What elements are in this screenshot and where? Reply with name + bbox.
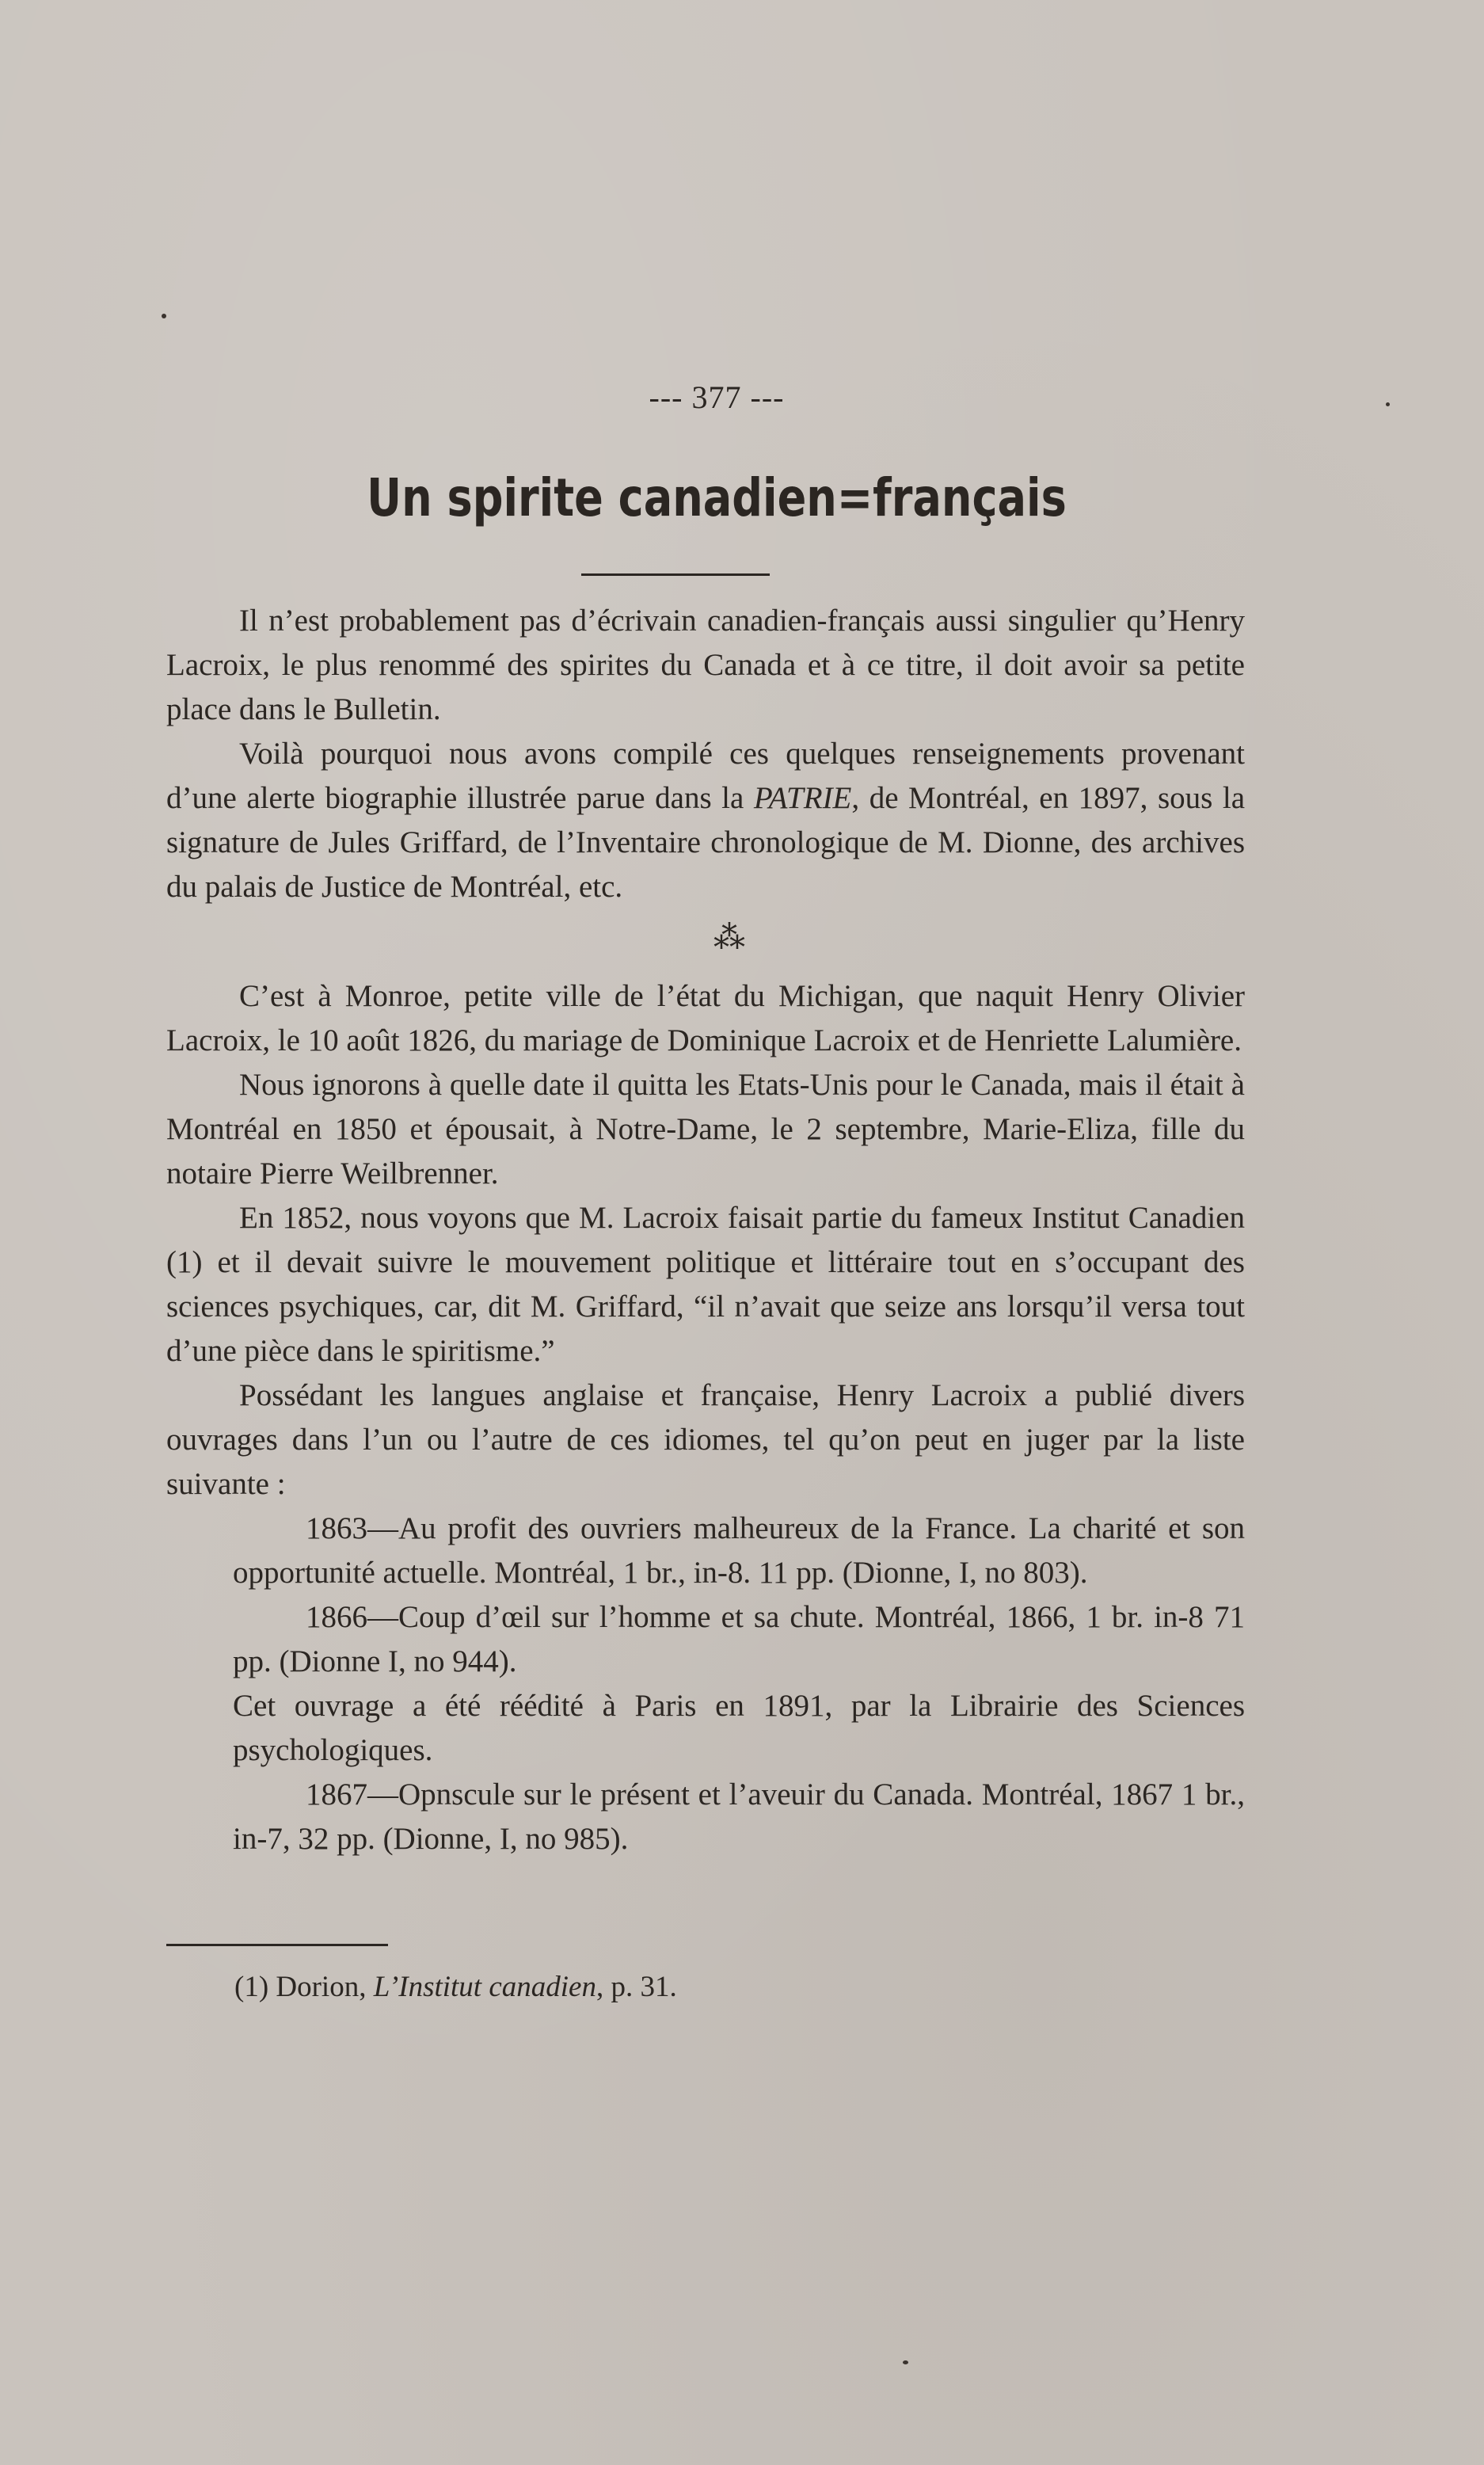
bio-paragraph-3: En 1852, nous voyons que M. Lacroix faisait partie du fameux Institut Canadien (1) et il devait suivre le mouvement politique et littéraire tout en s’occupant des sciences psychiques, car, dit M. Griffard, “il n’avait que seize ans lorsqu’il versa tout d’une pièce dans le spiritisme.” [166, 1201, 1245, 1368]
work-entry-1867: 1867—Opnscule sur le présent et l’aveuir du Canada. Montréal, 1867 1 br., in-7, 32 pp. (Dionne, I, no 985). [233, 1777, 1245, 1856]
footnote-marker: (1) Dorion, [234, 1971, 374, 2003]
page-number: --- 377 --- [649, 379, 785, 415]
bio-paragraph-2: Nous ignorons à quelle date il quitta les Etats-Unis pour le Canada, mais il était à Montréal en 1850 et épousait, à Notre-Dame, le 2 septembre, Marie-Eliza, fille du notaire Pierre Weilbrenner. [166, 1068, 1245, 1191]
intro-text-after: , de Montréal, en 1897, sous la signature de Jules Griffard, de l’Inventaire chronologique de M. Dionne, des archives du palais de Justice de Montréal, etc. [166, 781, 1246, 904]
footnote-page: , p. 31. [596, 1971, 677, 2003]
paper-speck [903, 2360, 908, 2364]
bio-paragraph-4: Possédant les langues anglaise et française, Henry Lacroix a publié divers ouvrages dans l’un ou l’autre de ces idiomes, tel qu’on peut en juger par la liste suivante : [166, 1378, 1245, 1501]
footnote-source-title: L’Institut canadien [373, 1971, 596, 2003]
paper-speck [162, 314, 166, 318]
article-body [166, 599, 1245, 1861]
intro-paragraph-1: Il n’est probablement pas d’écrivain canadien-français aussi singulier qu’Henry Lacroix, le plus renommé des spirites du Canada et à ce titre, il doit avoir sa petite place dans le Bulletin. [166, 604, 1245, 726]
work-entry-1866: 1866—Coup d’œil sur l’homme et sa chute. Montréal, 1866, 1 br. in-8 71 pp. (Dionne I, no 944). [233, 1600, 1245, 1678]
asterism-separator: ⁂ [713, 920, 745, 955]
work-entry-1863: 1863—Au profit des ouvriers malheureux de la France. La charité et son opportunité actuelle. Montréal, 1 br., in-8. 11 pp. (Dionne, I, no 803). [233, 1511, 1245, 1590]
paper-speck [1386, 402, 1390, 406]
newspaper-name: PATRIE [753, 781, 852, 815]
work-entry-1866-note: Cet ouvrage a été réédité à Paris en 1891, par la Librairie des Sciences psychologiques. [233, 1689, 1245, 1767]
footnote-rule [166, 1944, 388, 1946]
intro-paragraph-2 [166, 732, 1245, 909]
article-title: Un spirite canadien=français [367, 467, 1067, 528]
bio-paragraph-1: C’est à Monroe, petite ville de l’état du Michigan, que naquit Henry Olivier Lacroix, le 10 août 1826, du mariage de Dominique Lacroix et de Henriette Lalumière. [166, 979, 1245, 1057]
title-underline [581, 573, 770, 576]
intro-text-before: Voilà pourquoi nous avons compilé ces quelques renseignements provenant d’une alerte biographie illustrée parue dans la [166, 737, 1245, 815]
footnote [234, 1968, 677, 2007]
